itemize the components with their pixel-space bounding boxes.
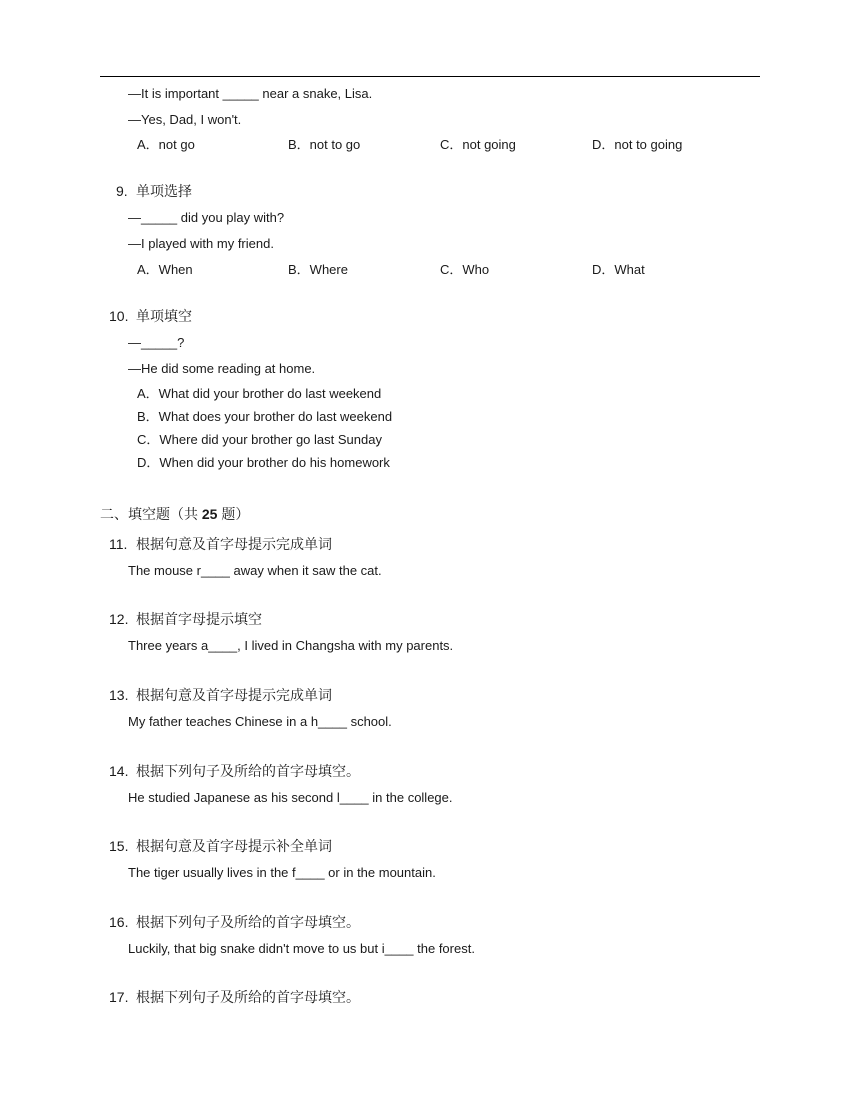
q8-option-c[interactable]: C．not going (440, 137, 516, 152)
q10-number: 10. (109, 308, 129, 324)
q8-line-2: —Yes, Dad, I won't. (128, 112, 242, 127)
q10-line-2: —He did some reading at home. (128, 361, 316, 376)
q10-option-b[interactable]: B．What does your brother do last weekend (137, 409, 393, 424)
q8-option-b[interactable]: B．not to go (288, 137, 361, 152)
q9-title: 单项选择 (136, 183, 192, 199)
q10-line-1: —_____? (128, 335, 185, 350)
q9-number: 9. (116, 183, 128, 199)
q14-sentence: He studied Japanese as his second l____ in the college. (128, 790, 453, 805)
q16-sentence: Luckily, that big snake didn't move to us but i____ the forest. (128, 941, 475, 956)
q9-line-1: —_____ did you play with? (128, 210, 285, 225)
section-heading-count: 25 (201, 506, 218, 522)
q8-option-d[interactable]: D．not to going (592, 137, 683, 152)
q17-number: 17. (109, 989, 129, 1005)
section-heading-suffix: 题） (217, 506, 250, 522)
q11-title: 根据句意及首字母提示完成单词 (136, 536, 332, 552)
q11-number: 11. (109, 536, 128, 552)
q10-option-d[interactable]: D．When did your brother do his homework (137, 455, 390, 470)
q14-number: 14. (109, 763, 129, 779)
q8-line-1: —It is important _____ near a snake, Lisa. (128, 86, 373, 101)
q13-sentence: My father teaches Chinese in a h____ school. (128, 714, 392, 729)
header-rule (100, 76, 760, 77)
q10-option-a[interactable]: A．What did your brother do last weekend (137, 386, 382, 401)
q12-number: 12. (109, 611, 129, 627)
q13-title: 根据句意及首字母提示完成单词 (136, 687, 332, 703)
q9-option-d[interactable]: D．What (592, 262, 645, 277)
q11-sentence: The mouse r____ away when it saw the cat. (128, 563, 382, 578)
q15-sentence: The tiger usually lives in the f____ or in the mountain. (128, 865, 436, 880)
section-heading (100, 506, 249, 522)
q8-option-a[interactable]: A．not go (137, 137, 195, 152)
q16-title: 根据下列句子及所给的首字母填空。 (136, 914, 360, 930)
q15-title: 根据句意及首字母提示补全单词 (136, 838, 332, 854)
q10-title: 单项填空 (136, 308, 192, 324)
q13-number: 13. (109, 687, 129, 703)
section-heading-prefix: 二、填空题（共 (100, 506, 202, 522)
q9-option-b[interactable]: B．Where (288, 262, 348, 277)
q14-title: 根据下列句子及所给的首字母填空。 (136, 763, 360, 779)
q15-number: 15. (109, 838, 129, 854)
q12-title: 根据首字母提示填空 (136, 611, 262, 627)
q17-title: 根据下列句子及所给的首字母填空。 (136, 989, 360, 1005)
q9-line-2: —I played with my friend. (128, 236, 274, 251)
q16-number: 16. (109, 914, 129, 930)
q9-option-c[interactable]: C．Who (440, 262, 490, 277)
q10-option-c[interactable]: C．Where did your brother go last Sunday (137, 432, 382, 447)
q12-sentence: Three years a____, I lived in Changsha with my parents. (128, 638, 454, 653)
q9-option-a[interactable]: A．When (137, 262, 193, 277)
